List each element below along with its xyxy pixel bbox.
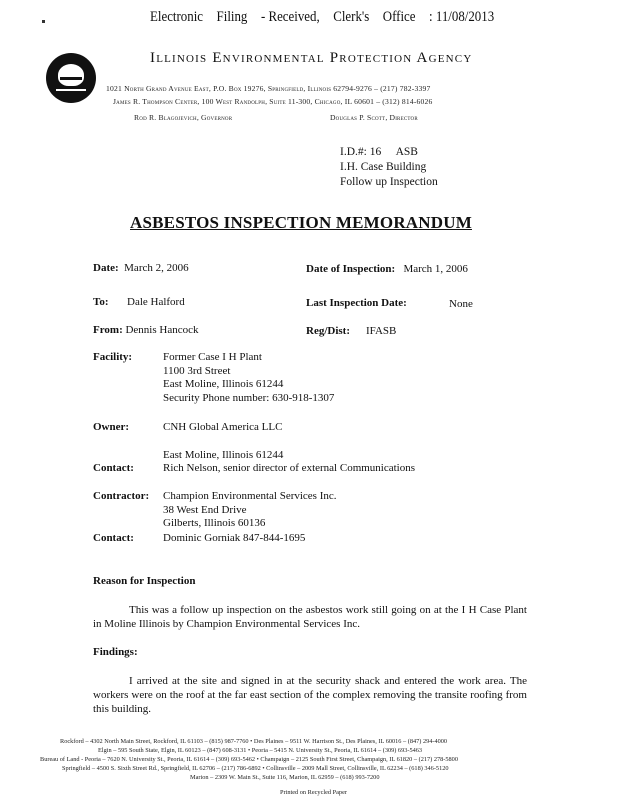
reason-heading: Reason for Inspection bbox=[93, 575, 196, 587]
owner-label: Owner: bbox=[93, 421, 130, 433]
contractor-contact-label: Contact: bbox=[93, 532, 134, 544]
inspection-date-label: Date of Inspection: bbox=[306, 263, 396, 275]
date-field bbox=[93, 262, 189, 274]
footer-line-5: Marion – 2309 W. Main St., Suite 116, Marion, IL 62959 – (618) 993-7200 bbox=[190, 774, 380, 781]
footer-line-2: Elgin – 595 South State, Elgin, IL 60123 – (847) 608-3131 • Peoria – 5415 N. University St., Peoria, IL 61614 – (309) 693-5463 bbox=[98, 747, 423, 754]
findings-text: I arrived at the site and signed in at the security shack and entered the work area. The workers were on the roof at the far east section of the complex removing the transite roofing from this building. bbox=[93, 675, 527, 715]
date-label: Date: bbox=[93, 262, 119, 274]
from-label: From: bbox=[93, 324, 123, 336]
id-block bbox=[340, 145, 438, 190]
inspection-date-field bbox=[306, 263, 468, 275]
stamp-date: : 11/08/2013 bbox=[429, 9, 495, 25]
agency-name: Illinois Environmental Protection Agency bbox=[150, 50, 473, 66]
reg-dist-label: Reg/Dist: bbox=[306, 325, 350, 337]
agency-address-2: James R. Thompson Center, 100 West Randolph, Suite 11-300, Chicago, IL 60601 – (312) 814-6026 bbox=[113, 97, 433, 106]
filing-stamp bbox=[150, 9, 504, 26]
from-field bbox=[93, 324, 199, 336]
id-inspection-type: Follow up Inspection bbox=[340, 176, 438, 188]
inspection-date-value: March 1, 2006 bbox=[403, 263, 468, 275]
facility-name: Former Case I H Plant bbox=[163, 351, 262, 363]
id-building: I.H. Case Building bbox=[340, 161, 427, 173]
to-label: To: bbox=[93, 296, 109, 308]
facility-city: East Moline, Illinois 61244 bbox=[163, 378, 284, 390]
director-name: Douglas P. Scott, Director bbox=[330, 113, 418, 122]
id-label: I.D.#: bbox=[340, 146, 367, 158]
to-value: Dale Halford bbox=[127, 296, 185, 308]
reg-dist-value: IFASB bbox=[366, 325, 397, 337]
id-suffix: ASB bbox=[395, 146, 418, 158]
owner-city: East Moline, Illinois 61244 bbox=[163, 449, 284, 461]
findings-heading: Findings: bbox=[93, 646, 138, 658]
footer-line-1: Rockford – 4302 North Main Street, Rockford, IL 61103 – (815) 987-7760 • Des Plaines – 9511 W. Harrison St., Des Plaines, IL 60016 – (847) 294-4000 bbox=[60, 738, 448, 745]
scan-speck bbox=[42, 20, 45, 23]
printed-note: Printed on Recycled Paper bbox=[280, 789, 347, 796]
footer-line-4: Springfield – 4500 S. Sixth Street Rd., Springfield, IL 62706 – (217) 786-6892 • Collinsville – 2009 Mall Street, Collinsville, IL 62234 – (618) 346-5120 bbox=[62, 765, 449, 772]
facility-phone: Security Phone number: 630-918-1307 bbox=[163, 391, 335, 404]
contractor-block bbox=[163, 490, 337, 531]
contractor-city: Gilberts, Illinois 60136 bbox=[163, 517, 266, 529]
stamp-clerk: Clerk's bbox=[333, 9, 370, 25]
date-value: March 2, 2006 bbox=[124, 262, 189, 274]
contractor-name: Champion Environmental Services Inc. bbox=[163, 490, 337, 502]
footer-line-3: Bureau of Land - Peoria – 7620 N. University St., Peoria, IL 61614 – (309) 693-5462 • Champaign – 2125 South First Street, Champaign, IL 61820 – (217) 278-5800 bbox=[40, 756, 458, 763]
governor-name: Rod R. Blagojevich, Governor bbox=[134, 113, 233, 122]
agency-seal-icon bbox=[46, 53, 96, 103]
owner-name: CNH Global America LLC bbox=[163, 421, 283, 433]
facility-label: Facility: bbox=[93, 351, 133, 363]
stamp-filing: Filing bbox=[216, 9, 248, 25]
contractor-street: 38 West End Drive bbox=[163, 503, 247, 516]
facility-street: 1100 3rd Street bbox=[163, 364, 231, 377]
owner-contact-label: Contact: bbox=[93, 462, 134, 474]
id-value: 16 bbox=[369, 146, 382, 158]
last-inspection-value: None bbox=[449, 298, 473, 310]
stamp-title: Electronic bbox=[150, 9, 204, 25]
contractor-contact-value: Dominic Gorniak 847-844-1695 bbox=[163, 532, 306, 544]
to-field bbox=[93, 296, 109, 308]
memo-title: ASBESTOS INSPECTION MEMORANDUM bbox=[130, 213, 472, 232]
reason-text: This was a follow up inspection on the asbestos work still going on at the I H Case Plant in Moline Illinois by Champion Environmental Services Inc. bbox=[93, 604, 527, 630]
from-value: Dennis Hancock bbox=[125, 324, 199, 336]
stamp-office: Office bbox=[382, 9, 416, 25]
facility-block bbox=[163, 351, 334, 405]
contractor-label: Contractor: bbox=[93, 490, 150, 502]
stamp-received: - Received, bbox=[260, 9, 320, 25]
agency-address-1: 1021 North Grand Avenue East, P.O. Box 19276, Springfield, Illinois 62794-9276 – (217) 782-3397 bbox=[106, 84, 431, 93]
last-inspection-label: Last Inspection Date: bbox=[306, 297, 407, 309]
owner-contact-value: Rich Nelson, senior director of external Communications bbox=[163, 462, 416, 474]
